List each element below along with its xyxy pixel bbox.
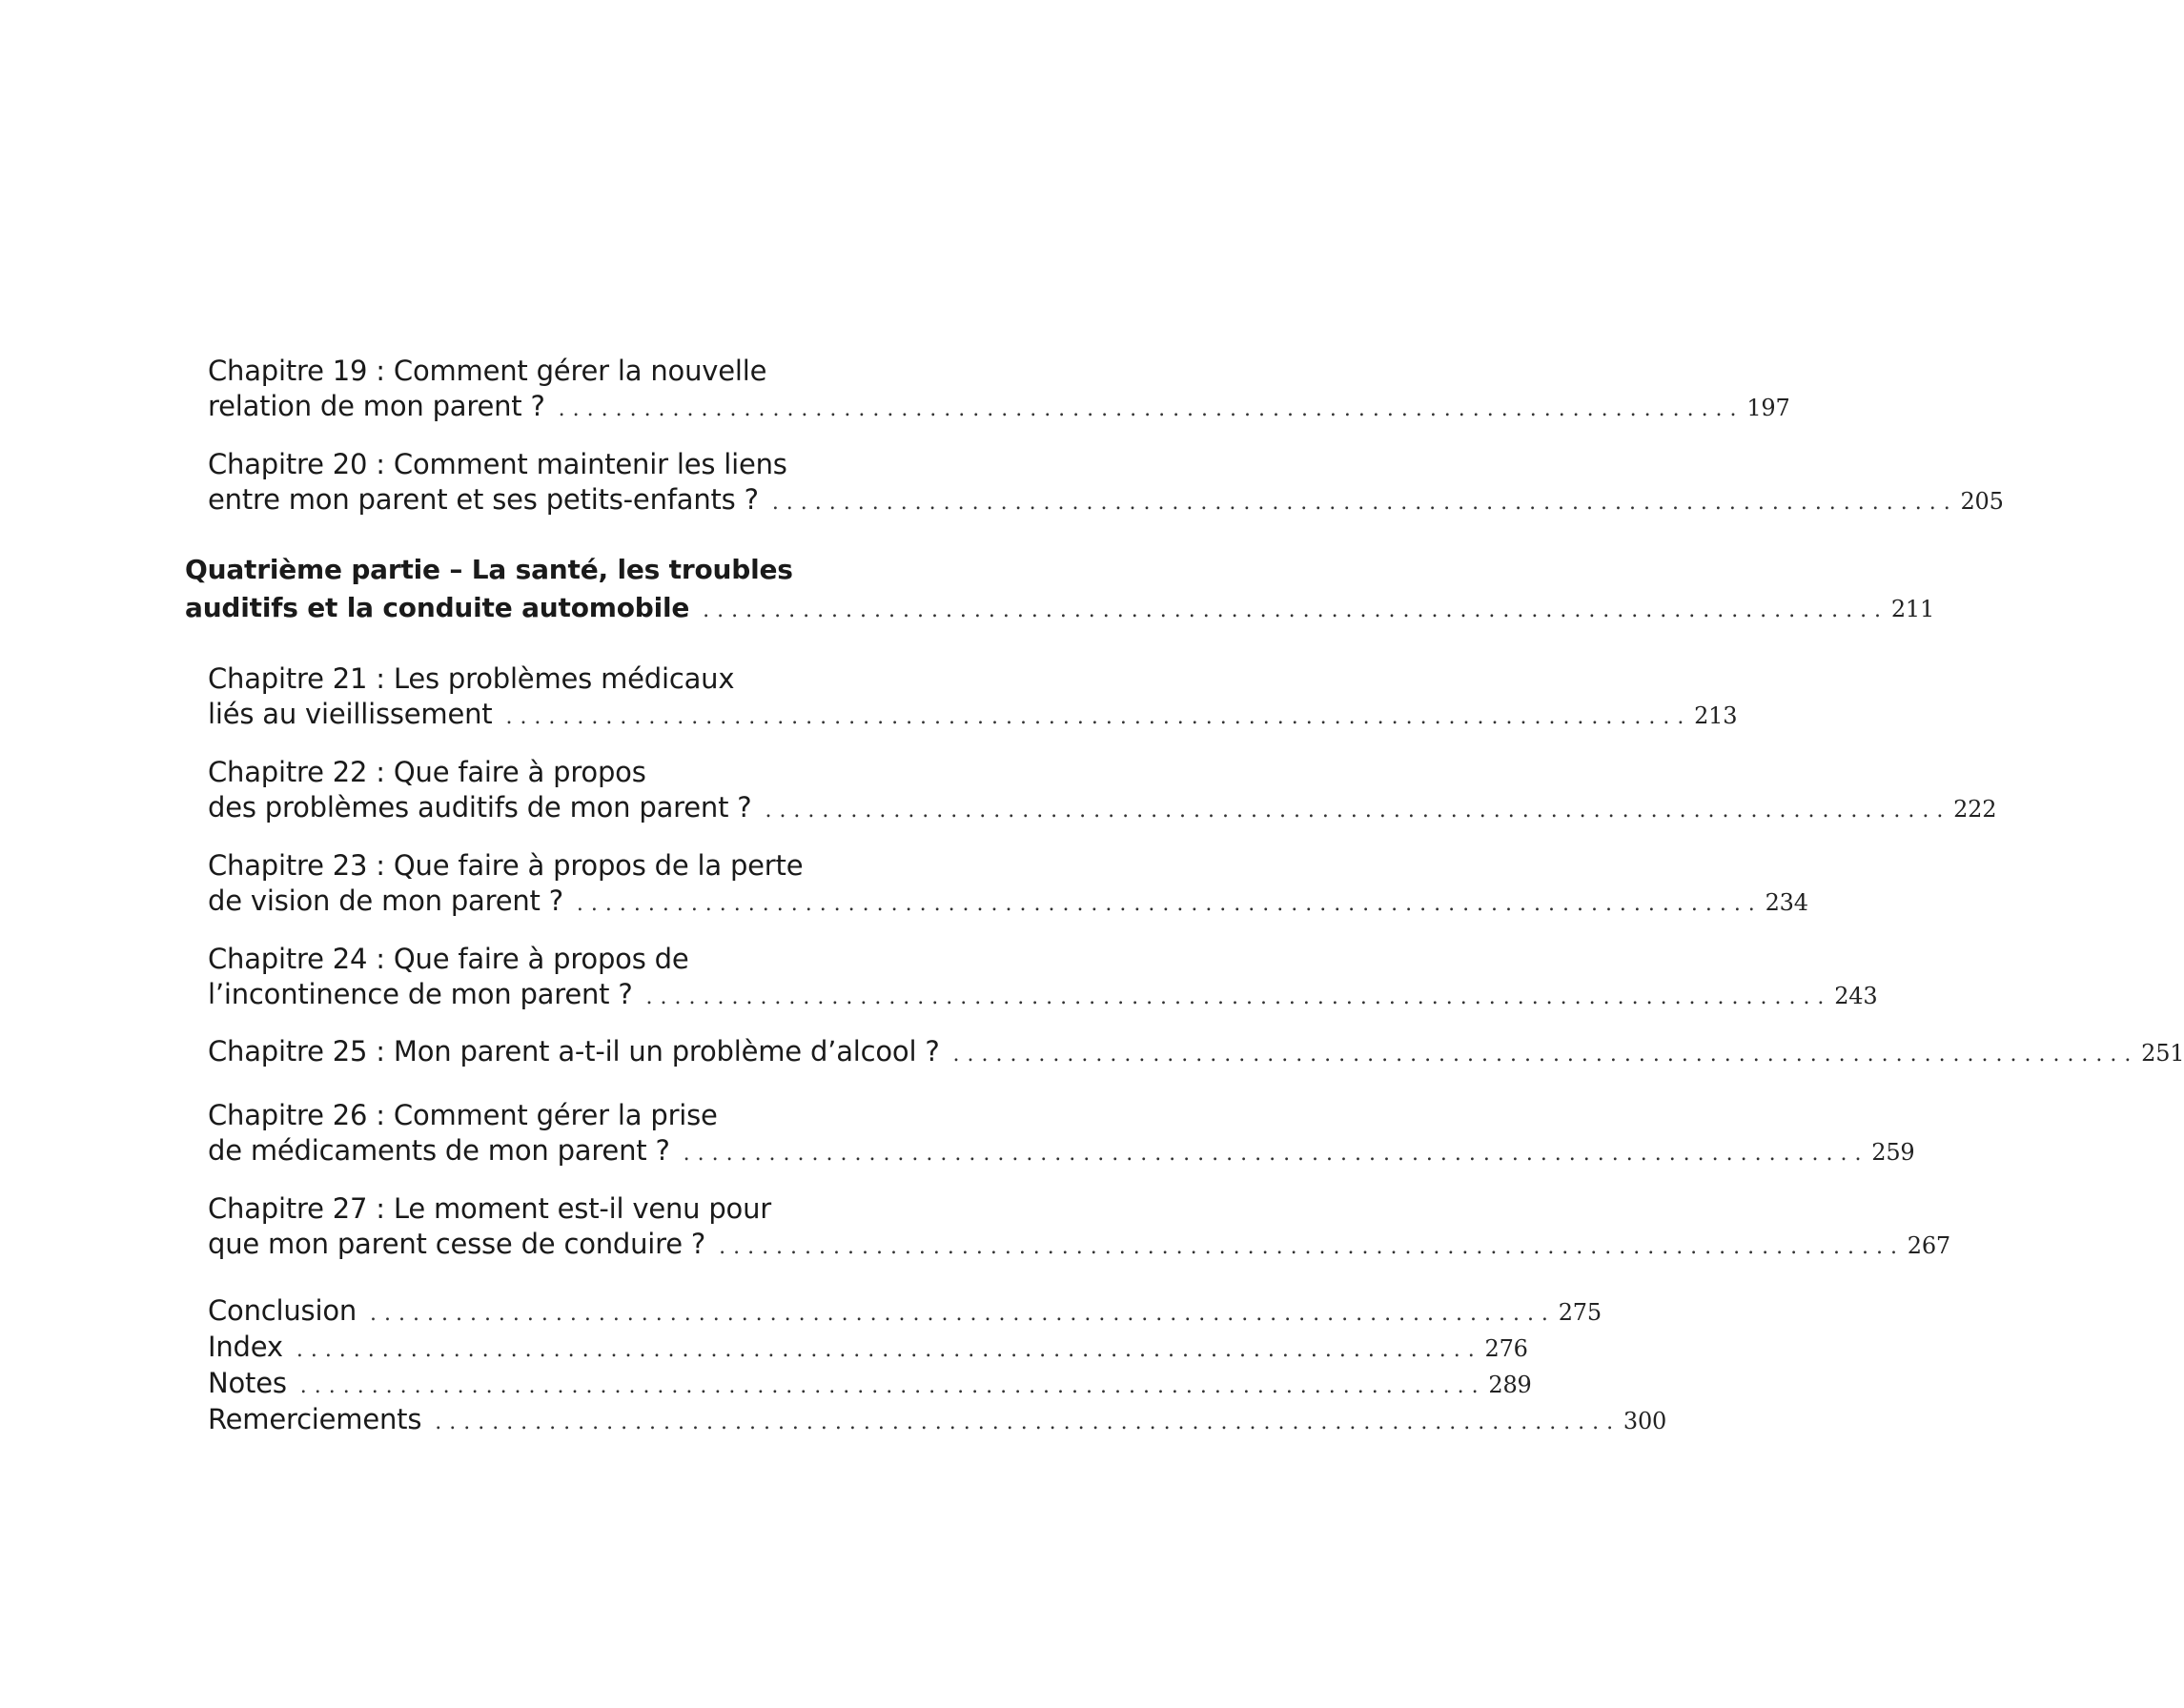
toc-entry-title-line: auditifs et la conduite automobile	[185, 592, 690, 623]
toc-entry-title-line: Chapitre 22 : Que faire à propos	[208, 756, 646, 788]
toc-entry-part-4[interactable]	[185, 551, 1935, 627]
toc-page-number: 213	[1694, 702, 1738, 729]
toc-entry-chapter-21[interactable]	[208, 661, 1738, 732]
toc-entry-conclusion[interactable]	[208, 1292, 1602, 1329]
dot-leader	[545, 392, 1737, 427]
toc-page-number: 300	[1623, 1408, 1667, 1434]
toc-entry-chapter-27[interactable]	[208, 1191, 1950, 1262]
toc-page-number: 205	[1960, 488, 2004, 515]
toc-page-number: 276	[1484, 1335, 1528, 1362]
dot-leader	[670, 1136, 1862, 1171]
toc-page-number: 234	[1765, 889, 1808, 916]
dot-leader	[633, 980, 1825, 1015]
toc-entry-title-line: Remerciements	[208, 1403, 422, 1435]
toc-entry-title-line: de vision de mon parent ?	[208, 884, 563, 917]
toc-page-number: 243	[1834, 983, 1878, 1009]
toc-entry-chapter-23[interactable]	[208, 848, 1808, 919]
toc-entry-chapter-20[interactable]	[208, 447, 2004, 518]
toc-entry-title-line: que mon parent cesse de conduire ?	[208, 1228, 706, 1260]
toc-entry-chapter-25[interactable]	[208, 1034, 2184, 1069]
toc-entry-chapter-26[interactable]	[208, 1098, 1915, 1169]
toc-entry-title-line: Chapitre 24 : Que faire à propos de	[208, 943, 689, 975]
toc-entry-title-line: entre mon parent et ses petits-enfants ?	[208, 483, 759, 516]
dot-leader	[940, 1037, 2132, 1072]
toc-page-number: 211	[1890, 596, 1935, 622]
toc-entry-title-line: relation de mon parent ?	[208, 390, 545, 422]
dot-leader	[689, 592, 1881, 630]
toc-entry-chapter-24[interactable]	[208, 942, 1878, 1012]
dot-leader	[563, 886, 1755, 922]
dot-leader	[287, 1369, 1479, 1405]
toc-entry-title-line: Chapitre 21 : Les problèmes médicaux	[208, 662, 735, 695]
toc-entry-chapter-22[interactable]	[208, 755, 1997, 825]
toc-entry-title-line: Index	[208, 1331, 283, 1363]
toc-entry-title-line: liés au vieillissement	[208, 698, 493, 730]
toc-page-number: 289	[1488, 1372, 1532, 1398]
toc-entry-title-line: Chapitre 27 : Le moment est-il venu pour	[208, 1192, 772, 1225]
toc-entry-title-line: de médicaments de mon parent ?	[208, 1134, 670, 1167]
toc-entry-remerciements[interactable]	[208, 1401, 1667, 1437]
dot-leader	[492, 700, 1684, 735]
toc-page-number: 275	[1558, 1299, 1602, 1326]
toc-entry-title-line: Chapitre 23 : Que faire à propos de la perte	[208, 849, 804, 882]
toc-entry-title-line: Chapitre 20 : Comment maintenir les liens	[208, 448, 787, 480]
toc-entry-title-line: Notes	[208, 1367, 287, 1399]
toc-page-number: 267	[1907, 1232, 1950, 1259]
toc-entry-title-line: Conclusion	[208, 1294, 357, 1327]
toc-page-number: 222	[1953, 796, 1997, 823]
dot-leader	[421, 1405, 1613, 1441]
toc-entry-title-line: Chapitre 25 : Mon parent a-t-il un problème d’alcool ?	[208, 1035, 940, 1068]
dot-leader	[705, 1230, 1897, 1265]
toc-entry-notes[interactable]	[208, 1365, 1532, 1401]
dot-leader	[751, 793, 1943, 828]
toc-entry-chapter-19[interactable]	[208, 354, 1790, 424]
toc-entry-title-line: l’incontinence de mon parent ?	[208, 978, 633, 1010]
toc-page-number: 251	[2141, 1040, 2184, 1067]
dot-leader	[357, 1296, 1548, 1332]
toc-entry-index[interactable]	[208, 1329, 1528, 1365]
toc-entry-title-line: des problèmes auditifs de mon parent ?	[208, 791, 752, 824]
toc-entry-title-line: Chapitre 26 : Comment gérer la prise	[208, 1099, 718, 1131]
toc-page-number: 197	[1746, 395, 1790, 421]
toc-entry-title-line: Chapitre 19 : Comment gérer la nouvelle	[208, 355, 767, 387]
dot-leader	[283, 1332, 1475, 1369]
toc-page-number: 259	[1871, 1139, 1915, 1166]
toc-entry-title-line: Quatrième partie – La santé, les troubles	[185, 554, 793, 585]
dot-leader	[759, 485, 1950, 520]
